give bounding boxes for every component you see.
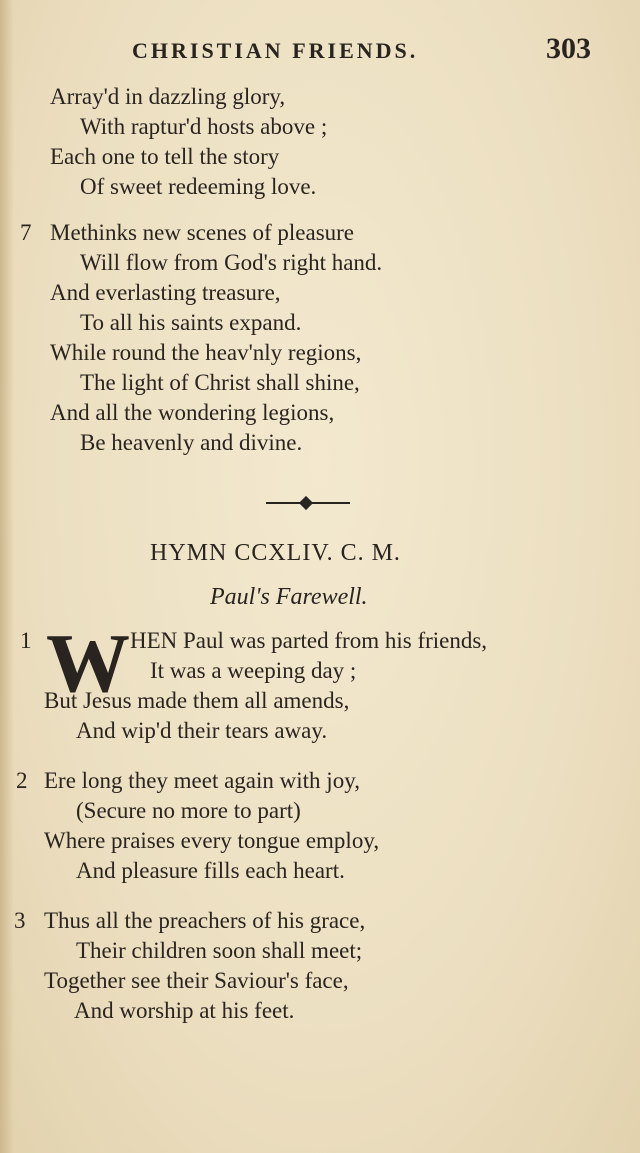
drop-cap: W bbox=[46, 617, 130, 710]
verse-line: And worship at his feet. bbox=[74, 998, 295, 1023]
verse-line: Be heavenly and divine. bbox=[80, 430, 303, 455]
verse-line: Each one to tell the story bbox=[50, 144, 280, 169]
verse-line: With raptur'd hosts above ; bbox=[80, 114, 328, 139]
verse-line: The light of Christ shall shine, bbox=[80, 370, 360, 395]
hymn-title: HYMN CCXLIV. C. M. bbox=[150, 540, 401, 566]
verse-line: Together see their Saviour's face, bbox=[44, 968, 349, 993]
verse-line: HEN Paul was parted from his friends, bbox=[130, 628, 488, 653]
verse-line: While round the heav'nly regions, bbox=[50, 340, 362, 365]
running-head: CHRISTIAN FRIENDS. bbox=[132, 38, 419, 63]
page-edge-shadow bbox=[0, 0, 14, 1153]
verse-line: Of sweet redeeming love. bbox=[80, 174, 317, 199]
stanza-number: 7 bbox=[20, 220, 32, 245]
verse-line: And wip'd their tears away. bbox=[76, 718, 328, 743]
verse-line: Thus all the preachers of his grace, bbox=[44, 908, 366, 933]
verse-line: Ere long they meet again with joy, bbox=[44, 768, 360, 793]
verse-line: Will flow from God's right hand. bbox=[80, 250, 383, 275]
verse-line: (Secure no more to part) bbox=[76, 798, 301, 823]
verse-line: Methinks new scenes of pleasure bbox=[50, 220, 355, 245]
verse-line: And all the wondering legions, bbox=[50, 400, 335, 425]
verse-line: Array'd in dazzling glory, bbox=[50, 84, 286, 109]
stanza-number: 1 bbox=[20, 628, 32, 653]
page-number: 303 bbox=[546, 32, 591, 65]
verse-line: And everlasting treasure, bbox=[50, 280, 281, 305]
verse-line: It was a weeping day ; bbox=[150, 658, 357, 683]
verse-line: And pleasure fills each heart. bbox=[76, 858, 345, 883]
divider-ornament-icon bbox=[299, 496, 313, 510]
hymn-subtitle: Paul's Farewell. bbox=[210, 584, 368, 610]
stanza-number: 2 bbox=[16, 768, 28, 793]
verse-line: Where praises every tongue employ, bbox=[44, 828, 380, 853]
verse-line: To all his saints expand. bbox=[80, 310, 302, 335]
stanza-number: 3 bbox=[14, 908, 26, 933]
verse-line: Their children soon shall meet; bbox=[76, 938, 363, 963]
verse-line: But Jesus made them all amends, bbox=[44, 688, 350, 713]
